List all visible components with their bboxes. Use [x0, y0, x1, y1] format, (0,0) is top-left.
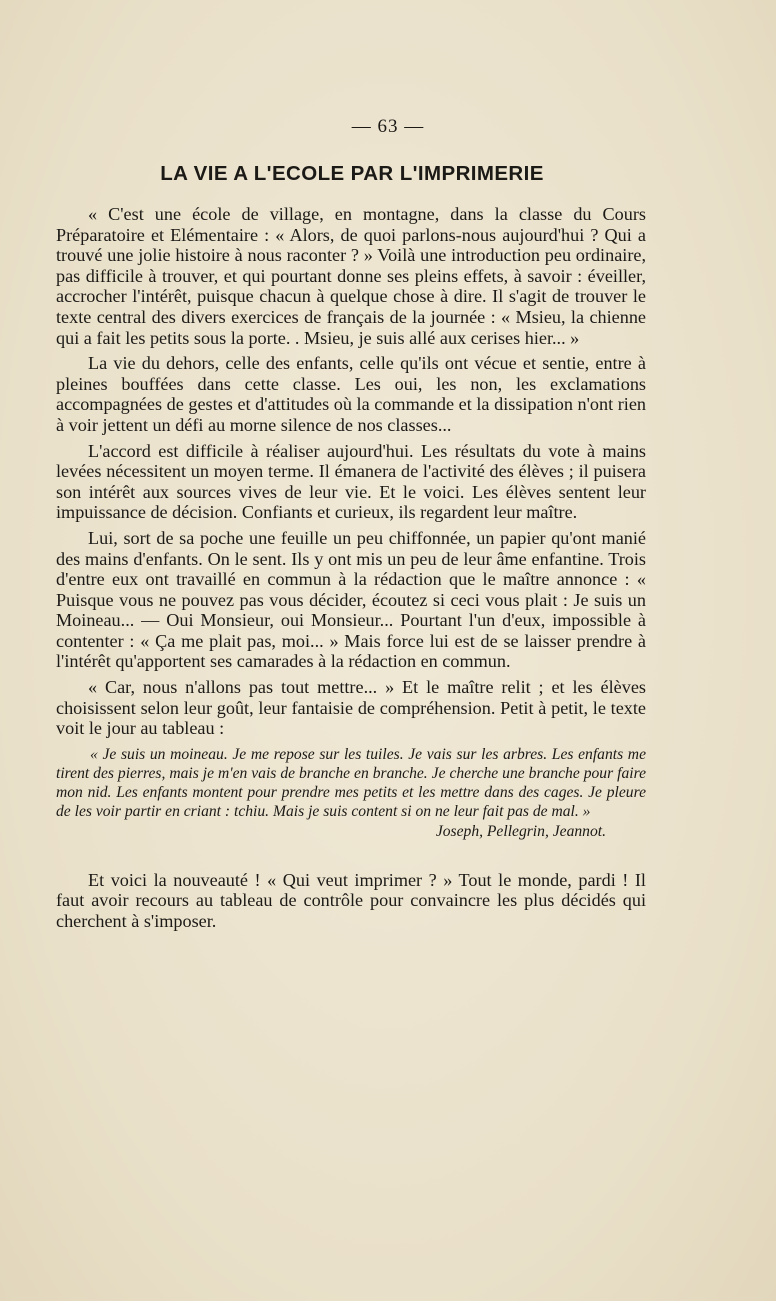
paragraph-5: « Car, nous n'allons pas tout mettre... » Et le maître relit ; et les élèves choisissent selon leur goût, leur fantaisie de compréhension. Petit à petit, le texte voit le jour au tableau : [56, 677, 646, 739]
quote-signature: Joseph, Pellegrin, Jeannot. [435, 822, 606, 840]
paragraph-3: L'accord est difficile à réaliser aujourd'hui. Les résultats du vote à mains levées nécessitent un moyen terme. Il émanera de l'activité des élèves ; il puisera son intérêt aux sources vives de leur vie. Et le voici. Les élèves sentent leur impuissance de décision. Confiants et curieux, ils regardent leur maître. [56, 440, 646, 523]
children-text-quote: « Je suis un moineau. Je me repose sur les tuiles. Je vais sur les arbres. Les enfants me tirent des pierres, mais je m'en vais de branche en branche. Je cherche une branche pour faire mon nid. Les enfants montent pour prendre mes petits et les mettre dans des cages. Je pleure de les voir partir en criant : tchiu. Mais je suis content si on ne leur fait pas de mal. » [56, 745, 646, 820]
paragraph-4: Lui, sort de sa poche une feuille un peu chiffonnée, un papier qu'ont manié des mains d'enfants. On le sent. Ils y ont mis un peu de leur âme enfantine. Trois d'entre eux ont travaillé en commun à la rédaction que le maître annonce : « Puisque vous ne pouvez pas vous décider, écoutez si ceci vous plait : Je suis un Moineau... — Oui Monsieur, oui Monsieur... Pourtant l'un d'eux, impossible à contenter : « Ça me plait pas, moi... » Mais force lui est de se laisser prendre à l'intérêt qu'apportent ses camarades à la rédaction en commun. [56, 527, 646, 672]
paragraph-2: La vie du dehors, celle des enfants, celle qu'ils ont vécue et sentie, entre à pleines bouffées dans cette classe. Les oui, les non, les exclamations accompagnées de gestes et d'attitudes où la commande et la dissipation n'ont rien à voir jettent un défi au morne silence de nos classes... [56, 353, 646, 435]
body-text [56, 204, 646, 937]
closing-paragraph: Et voici la nouveauté ! « Qui veut imprimer ? » Tout le monde, pardi ! Il faut avoir recours au tableau de contrôle pour convaincre les plus décidés qui cherchent à s'imposer. [56, 869, 646, 932]
chapter-title: LA VIE A L'ECOLE PAR L'IMPRIMERIE [160, 162, 544, 185]
page-number: — 63 — [351, 116, 425, 137]
paragraph-1: « C'est une école de village, en montagne, dans la classe du Cours Préparatoire et Elémentaire : « Alors, de quoi parlons-nous aujourd'hui ? Qui a trouvé une jolie histoire à nous raconter ? » Voilà une introduction peu ordinaire, pas difficile à trouver, et qui pourtant donne ses pleins effets, à savoir : éveiller, accrocher l'intérêt, puisque chacun à quelque chose à dire. Il s'agit de trouver le texte central des divers exercices de français de la journée : « Msieu, la chienne qui a fait les petits sous la porte. . Msieu, je suis allé aux cerises hier... » [56, 204, 646, 348]
